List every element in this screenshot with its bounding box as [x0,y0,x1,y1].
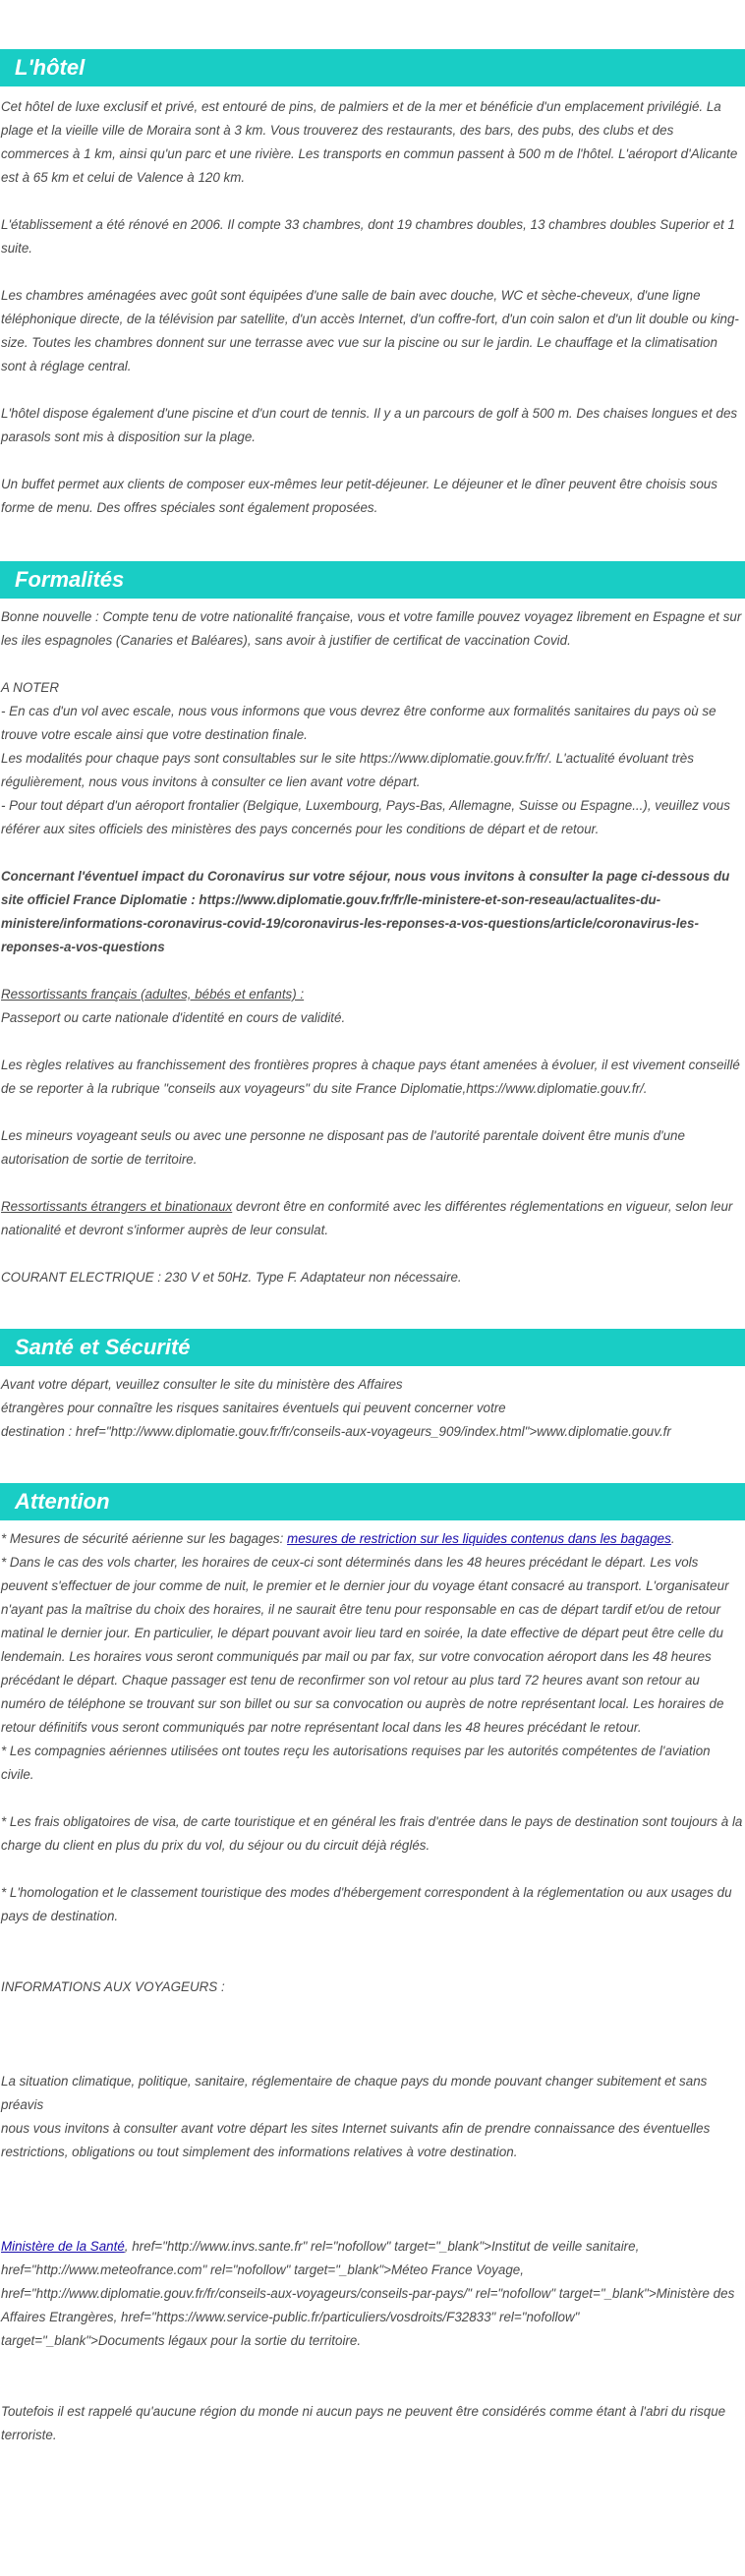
section-title-hotel: L'hôtel [0,49,745,86]
sante-line-2: étrangères pour connaître les risques sanitaires éventuels qui peuvent concerner votre [1,1401,506,1415]
situation-change: La situation climatique, politique, sanitaire, réglementaire de chaque pays du monde pouvant changer subitement et sans préavis [1,2074,708,2112]
electric-info: COURANT ELECTRIQUE : 230 V et 50Hz. Type F. Adaptateur non nécessaire. [1,1270,462,1285]
sante-section [0,1373,745,1444]
visa-fees: * Les frais obligatoires de visa, de carte touristique et en général les frais d'entrée dans le pays de destination sont toujours à la charge du client en plus du prix du vol, du séjour ou du circuit déjà réglés. [1,1814,743,1853]
baggage-security [1,1527,743,1551]
foreign-nationals-heading: Ressortissants étrangers et binationaux [1,1199,233,1214]
terrorism-notice: Toutefois il est rappelé qu'aucune région du monde ni aucun pays ne peuvent être considérés comme étant à l'abri du risque terroriste. [1,2404,726,2442]
hotel-facilities: L'hôtel dispose également d'une piscine et d'un court de tennis. Il y a un parcours de golf à 500 m. Des chaises longues et des parasols sont mis à disposition sur la plage. [1,406,738,444]
formalites-section [0,605,745,1289]
section-title-formalites: Formalités [0,561,745,599]
health-ministry-link[interactable]: Ministère de la Santé [1,2239,125,2254]
hotel-dining: Un buffet permet aux clients de composer eux-mêmes leur petit-déjeuner. Le déjeuner et le dîner peuvent être choisis sous forme de menu. Des offres spéciales sont également proposées. [1,477,717,515]
hotel-rooms: Les chambres aménagées avec goût sont équipées d'une salle de bain avec douche, WC et sèche-cheveux, d'une ligne téléphonique directe, de la télévision par satellite, d'un accès Internet, d'un coffre-fort, d'un coin salon et d'un lit double ou king-size. Toutes les chambres donnent sur une terrasse avec vue sur la piscine ou sur le jardin. Le chauffage et la climatisation sont à réglage central. [1,288,739,373]
attention-section [0,1527,745,2447]
situation-consult: nous vous invitons à consulter avant votre départ les sites Internet suivants afin de prendre connaissance des éventuelles restrictions, obligations ou tout simplement des informations relatives à votre destination. [1,2121,711,2159]
french-nationals-heading: Ressortissants français (adultes, bébés et enfants) : [1,987,305,1002]
hotel-description: Cet hôtel de luxe exclusif et privé, est entouré de pins, de palmiers et de la mer et bénéficie d'un emplacement privilégié. La plage et la vieille ville de Moraira sont à 3 km. Vous trouverez des restaurants, des bars, des pubs, des clubs et des commerces à 1 km, ainsi qu'un parc et une rivière. Les transports en commun passent à 500 m de l'hôtel. L'aéroport d'Alicante est à 65 km et celui de Valence à 120 km. [1,99,738,185]
note-country-rules: Les modalités pour chaque pays sont consultables sur le site https://www.diplomatie.gouv.fr/fr/. L'actualité évoluant très régulièrement, nous vous invitons à consulter ce lien avant votre départ. [1,751,694,789]
section-title-sante: Santé et Sécurité [0,1329,745,1366]
sante-line-1: Avant votre départ, veuillez consulter le site du ministère des Affaires [1,1377,403,1392]
accommodation-classification: * L'homologation et le classement touristique des modes d'hébergement correspondent à la réglementation ou aux usages du pays de destination. [1,1885,732,1923]
airlines-authorization: * Les compagnies aériennes utilisées ont toutes reçu les autorisations requises par les autorités compétentes de l'aviation civile. [1,1744,711,1782]
formalites-intro: Bonne nouvelle : Compte tenu de votre nationalité française, vous et votre famille pouvez voyagez librement en Espagne et sur les iles espagnoles (Canaries et Baléares), sans avoir à justifier de certificat de vaccination Covid. [1,609,742,648]
sante-line-3: destination : href="http://www.diplomatie.gouv.fr/fr/conseils-aux-voyageurs_909/index.html">www.diplomatie.gouv.fr [1,1424,671,1439]
hotel-section [0,95,745,520]
french-nationals-documents: Passeport ou carte nationale d'identité en cours de validité. [1,1010,346,1025]
note-title: A NOTER [1,680,60,695]
liquid-restrictions-link[interactable]: mesures de restriction sur les liquides contenus dans les bagages [287,1531,671,1546]
covid-notice: Concernant l'éventuel impact du Coronavirus sur votre séjour, nous vous invitons à consulter la page ci-dessous du site officiel France Diplomatie : https://www.diplomatie.gouv.fr/fr/le-ministere-et-son-reseau/actualites-du-ministere/informations-coronavirus-covid-19/coronavirus-les-reponses-a-vos-questions/article/coronavirus-les-reponses-a-vos-questions [1,869,730,954]
foreign-nationals [1,1195,743,1242]
foreign-nationals-text: devront être en conformité avec les différentes réglementations en vigueur, selon leur nationalité et devront s'informer auprès de leur consulat. [1,1199,733,1237]
minors-rules: Les mineurs voyageant seuls ou avec une personne ne disposant pas de l'autorité parentale doivent être munis d'une autorisation de sortie de territoire. [1,1128,685,1167]
traveler-info-title: INFORMATIONS AUX VOYAGEURS : [1,1979,225,1994]
hotel-renovation: L'établissement a été rénové en 2006. Il compte 33 chambres, dont 19 chambres doubles, 13 chambres doubles Superior et 1 suite. [1,217,735,256]
border-rules: Les règles relatives au franchissement des frontières propres à chaque pays étant amenées à évoluer, il est vivement conseillé de se reporter à la rubrique "conseils aux voyageurs" du site France Diplomatie,https://www.diplomatie.gouv.fr/. [1,1058,740,1096]
note-border-airport: - Pour tout départ d'un aéroport frontalier (Belgique, Luxembourg, Pays-Bas, Allemagne, Suisse ou Espagne...), veuillez vous référer aux sites officiels des ministères des pays concernés pour les conditions de départ et de retour. [1,798,730,836]
useful-links [1,2235,743,2353]
baggage-security-suffix: . [670,1531,675,1546]
section-title-attention: Attention [0,1483,745,1520]
useful-links-text: , href="http://www.invs.sante.fr" rel="nofollow" target="_blank">Institut de veille sanitaire, href="http://www.meteofrance.com" rel="nofollow" target="_blank">Méteo France Voyage, href="http://www.diplomatie.gouv.fr/fr/conseils-aux-voyageurs/conseils-par-pays/" rel="nofollow" target="_blank">Ministère des Affaires Etrangères, href="https://www.service-public.fr/particuliers/vosdroits/F32833" rel="nofollow" target="_blank">Documents légaux pour la sortie du territoire. [1,2239,735,2348]
charter-flights: * Dans le cas des vols charter, les horaires de ceux-ci sont déterminés dans les 48 heures précédant le départ. Les vols peuvent s'effectuer de jour comme de nuit, le premier et le dernier jour du voyage étant consacré au transport. L'organisateur n'ayant pas la maîtrise du choix des horaires, il ne saurait être tenu pour responsable en cas de départ tardif et/ou de retour matinal le dernier jour. En particulier, le départ pouvant avoir lieu tard en soirée, la date effective de départ peut être celle du lendemain. Les horaires vous seront communiqués par mail ou par fax, sur votre convocation aéroport dans les 48 heures précédant le départ. Chaque passager est tenu de reconfirmer son vol retour au plus tard 72 heures avant son retour au numéro de téléphone se trouvant sur son billet ou sur sa convocation ou auprès de notre représentant local. Les horaires de retour définitifs vous seront communiqués par notre représentant local dans les 48 heures précédant le retour. [1,1555,729,1735]
baggage-security-text: * Mesures de sécurité aérienne sur les bagages: [1,1531,288,1546]
note-stopover: - En cas d'un vol avec escale, nous vous informons que vous devrez être conforme aux formalités sanitaires du pays où se trouve votre escale ainsi que votre destination finale. [1,704,716,742]
